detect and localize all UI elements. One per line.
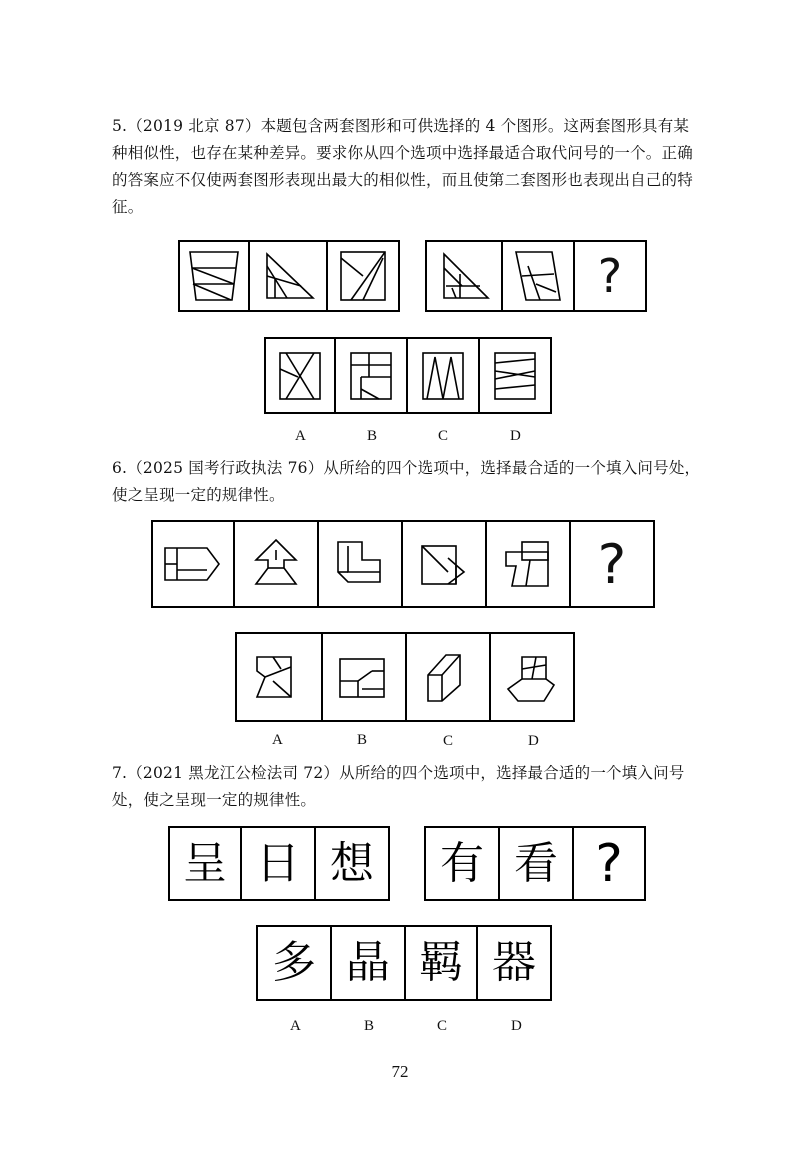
q6-option-c-label: C bbox=[443, 733, 454, 749]
q6-figure-1 bbox=[151, 520, 235, 608]
q6-option-d-label: D bbox=[528, 733, 539, 749]
q6-question-mark: ? bbox=[571, 520, 655, 608]
q6-option-b-label: B bbox=[357, 732, 368, 748]
q5-set1-figure-1 bbox=[178, 240, 250, 312]
q5-set1 bbox=[178, 240, 400, 312]
q6-question-text: 6.（2025 国考行政执法 76）从所给的四个选项中，选择最合适的一个填入问号处，使之呈现一定的规律性。 bbox=[112, 459, 701, 504]
q7-set2-char-2: 看 bbox=[500, 826, 574, 901]
q5-set2 bbox=[425, 240, 647, 312]
q5-option-a-label: A bbox=[295, 428, 306, 444]
q6-sequence bbox=[151, 520, 655, 608]
q5-set1-figure-2 bbox=[250, 240, 328, 312]
q6-option-a-figure[interactable] bbox=[235, 632, 323, 722]
q5-option-c-label: C bbox=[438, 428, 449, 444]
q7-option-c-label: C bbox=[437, 1018, 448, 1034]
q6-option-c-figure[interactable] bbox=[407, 632, 491, 722]
q7-options bbox=[256, 925, 552, 1001]
q5-option-d-label: D bbox=[510, 428, 521, 444]
q5-option-b-figure[interactable] bbox=[336, 337, 408, 414]
q7-set1 bbox=[168, 826, 390, 901]
q6-figure-5 bbox=[487, 520, 571, 608]
q7-question-text: 7.（2021 黑龙江公检法司 72）从所给的四个选项中，选择最合适的一个填入问号处，使之呈现一定的规律性。 bbox=[112, 764, 685, 809]
q6-figure-3 bbox=[319, 520, 403, 608]
q5-question-mark: ? bbox=[575, 240, 647, 312]
q7-set1-char-1: 呈 bbox=[168, 826, 242, 901]
q7-option-a-char[interactable]: 多 bbox=[256, 925, 332, 1001]
q7-option-d-char[interactable]: 器 bbox=[478, 925, 552, 1001]
q7-option-d-label: D bbox=[511, 1018, 522, 1034]
q5-option-c-figure[interactable] bbox=[408, 337, 480, 414]
q6-option-a-label: A bbox=[272, 732, 283, 748]
q6-options bbox=[235, 632, 575, 722]
q7-set1-char-2: 日 bbox=[242, 826, 316, 901]
q5-option-b-label: B bbox=[367, 428, 378, 444]
q7-option-a-label: A bbox=[290, 1018, 301, 1034]
q7-option-c-char[interactable]: 羁 bbox=[406, 925, 478, 1001]
q6-figure-2 bbox=[235, 520, 319, 608]
q7-set2 bbox=[424, 826, 646, 901]
q5-question-text: 5.（2019 北京 87）本题包含两套图形和可供选择的 4 个图形。这两套图形具有某种相似性，也存在某种差异。要求你从四个选项中选择最适合取代问号的一个。正确的答案应不仅使两套图形表现出最大的相似性，而且使第二套图形也表现出自己的特征。 bbox=[112, 117, 693, 216]
q7-option-b-char[interactable]: 晶 bbox=[332, 925, 406, 1001]
q7-option-b-label: B bbox=[364, 1018, 375, 1034]
q6-figure-4 bbox=[403, 520, 487, 608]
q5-option-d-figure[interactable] bbox=[480, 337, 552, 414]
q6-option-b-figure[interactable] bbox=[323, 632, 407, 722]
q7-set1-char-3: 想 bbox=[316, 826, 390, 901]
q7-question-mark: ? bbox=[574, 826, 646, 901]
q6-option-d-figure[interactable] bbox=[491, 632, 575, 722]
q5-option-a-figure[interactable] bbox=[264, 337, 336, 414]
q5-set2-figure-2 bbox=[503, 240, 575, 312]
page-number: 72 bbox=[391, 1062, 409, 1081]
q5-set2-figure-1 bbox=[425, 240, 503, 312]
q5-options bbox=[264, 337, 552, 414]
q7-set2-char-1: 有 bbox=[424, 826, 500, 901]
q5-set1-figure-3 bbox=[328, 240, 400, 312]
